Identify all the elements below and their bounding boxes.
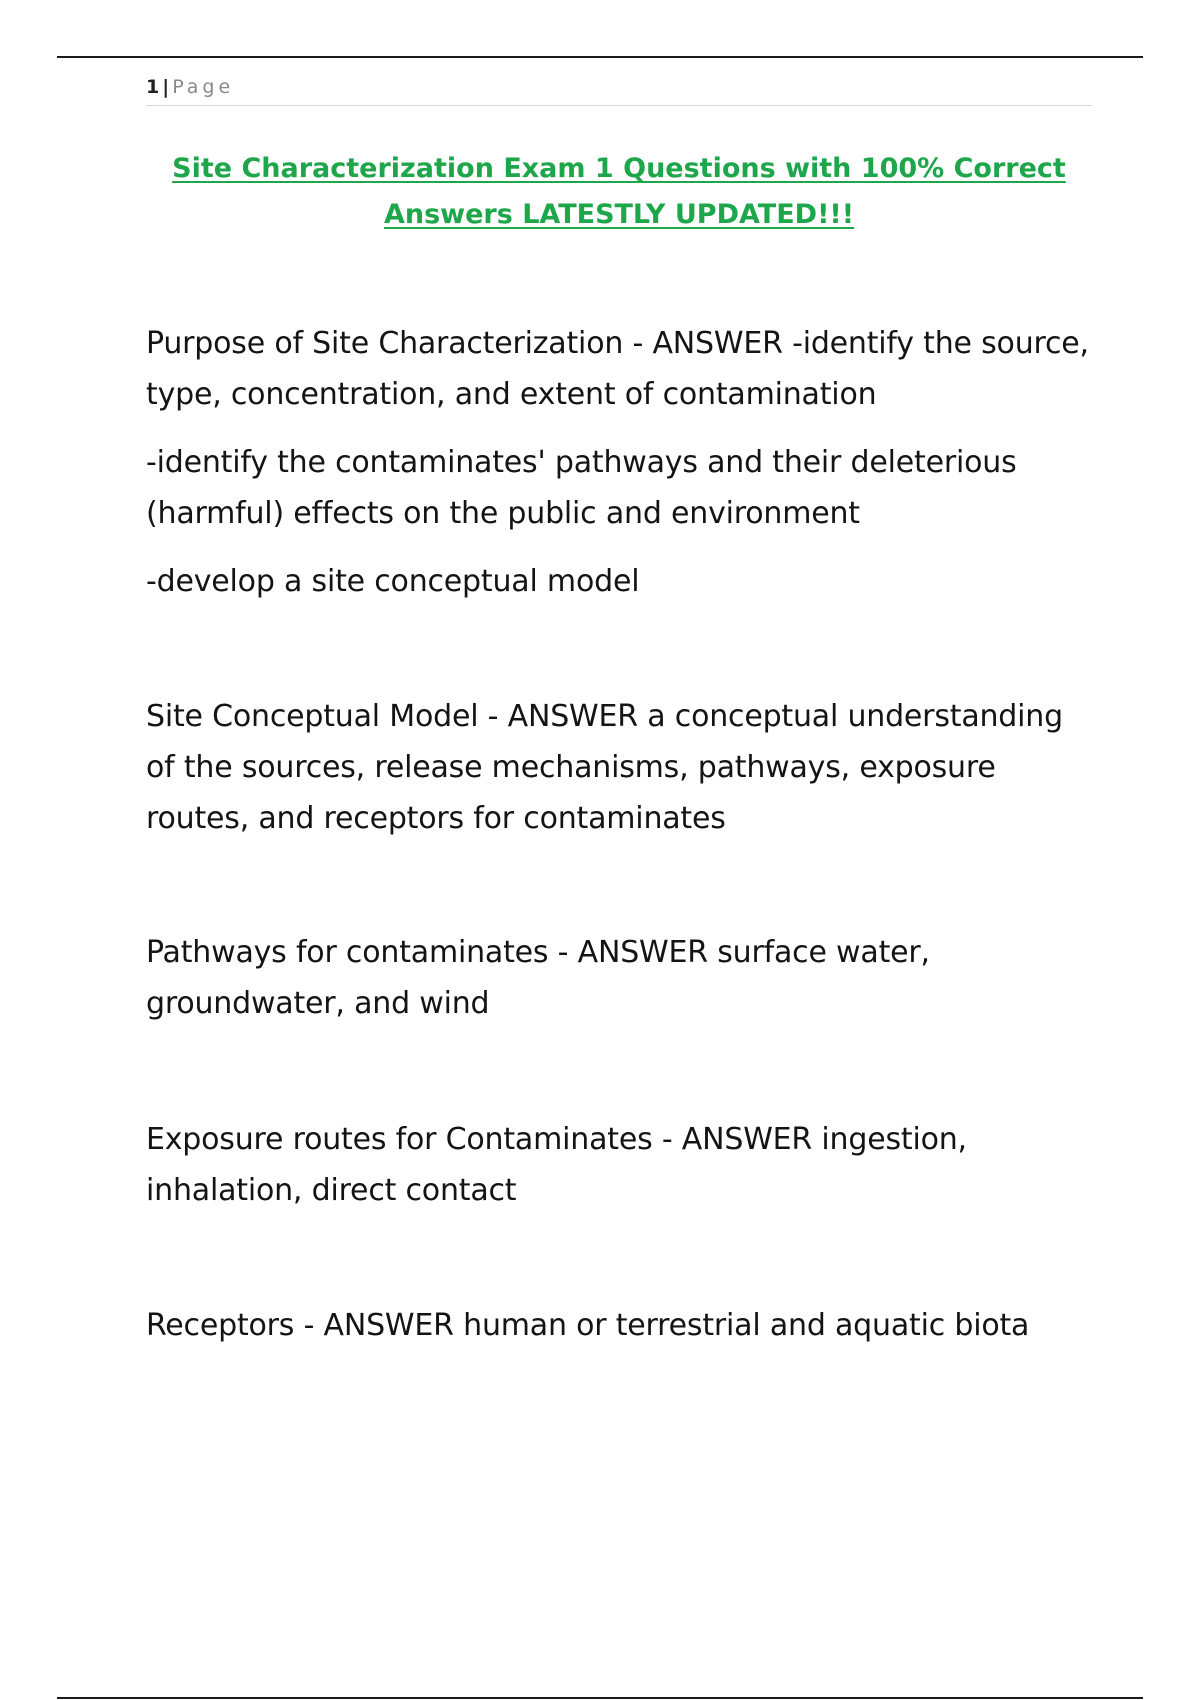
qa-item bbox=[146, 318, 1096, 607]
qa-paragraph: -develop a site conceptual model bbox=[146, 564, 640, 599]
qa-paragraph: Site Conceptual Model - ANSWER a conceptual understanding of the sources, release mechanisms, pathways, exposure routes, and receptors for contaminates bbox=[146, 699, 1063, 836]
page-number: 1 bbox=[146, 76, 160, 98]
qa-paragraph: Exposure routes for Contaminates - ANSWER ingestion, inhalation, direct contact bbox=[146, 1122, 967, 1208]
qa-paragraph: Purpose of Site Characterization - ANSWER -identify the source, type, concentration, and extent of contamination bbox=[146, 326, 1089, 412]
top-rule bbox=[57, 56, 1143, 58]
title-line-2: Answers LATESTLY UPDATED!!! bbox=[383, 199, 855, 230]
document-title bbox=[146, 146, 1092, 238]
page-label: Page bbox=[172, 76, 235, 98]
qa-paragraph: Receptors - ANSWER human or terrestrial and aquatic biota bbox=[146, 1308, 1030, 1343]
page-header bbox=[146, 74, 1092, 106]
qa-item bbox=[146, 691, 1096, 844]
bottom-rule bbox=[57, 1697, 1143, 1699]
title-line-1: Site Characterization Exam 1 Questions with 100% Correct bbox=[172, 153, 1066, 184]
qa-paragraph: Pathways for contaminates - ANSWER surface water, groundwater, and wind bbox=[146, 935, 930, 1021]
page-separator: | bbox=[162, 76, 170, 98]
qa-paragraph: -identify the contaminates' pathways and their deleterious (harmful) effects on the public and environment bbox=[146, 445, 1017, 531]
qa-item bbox=[146, 927, 1096, 1029]
qa-item bbox=[146, 1300, 1096, 1351]
qa-item bbox=[146, 1114, 1096, 1216]
